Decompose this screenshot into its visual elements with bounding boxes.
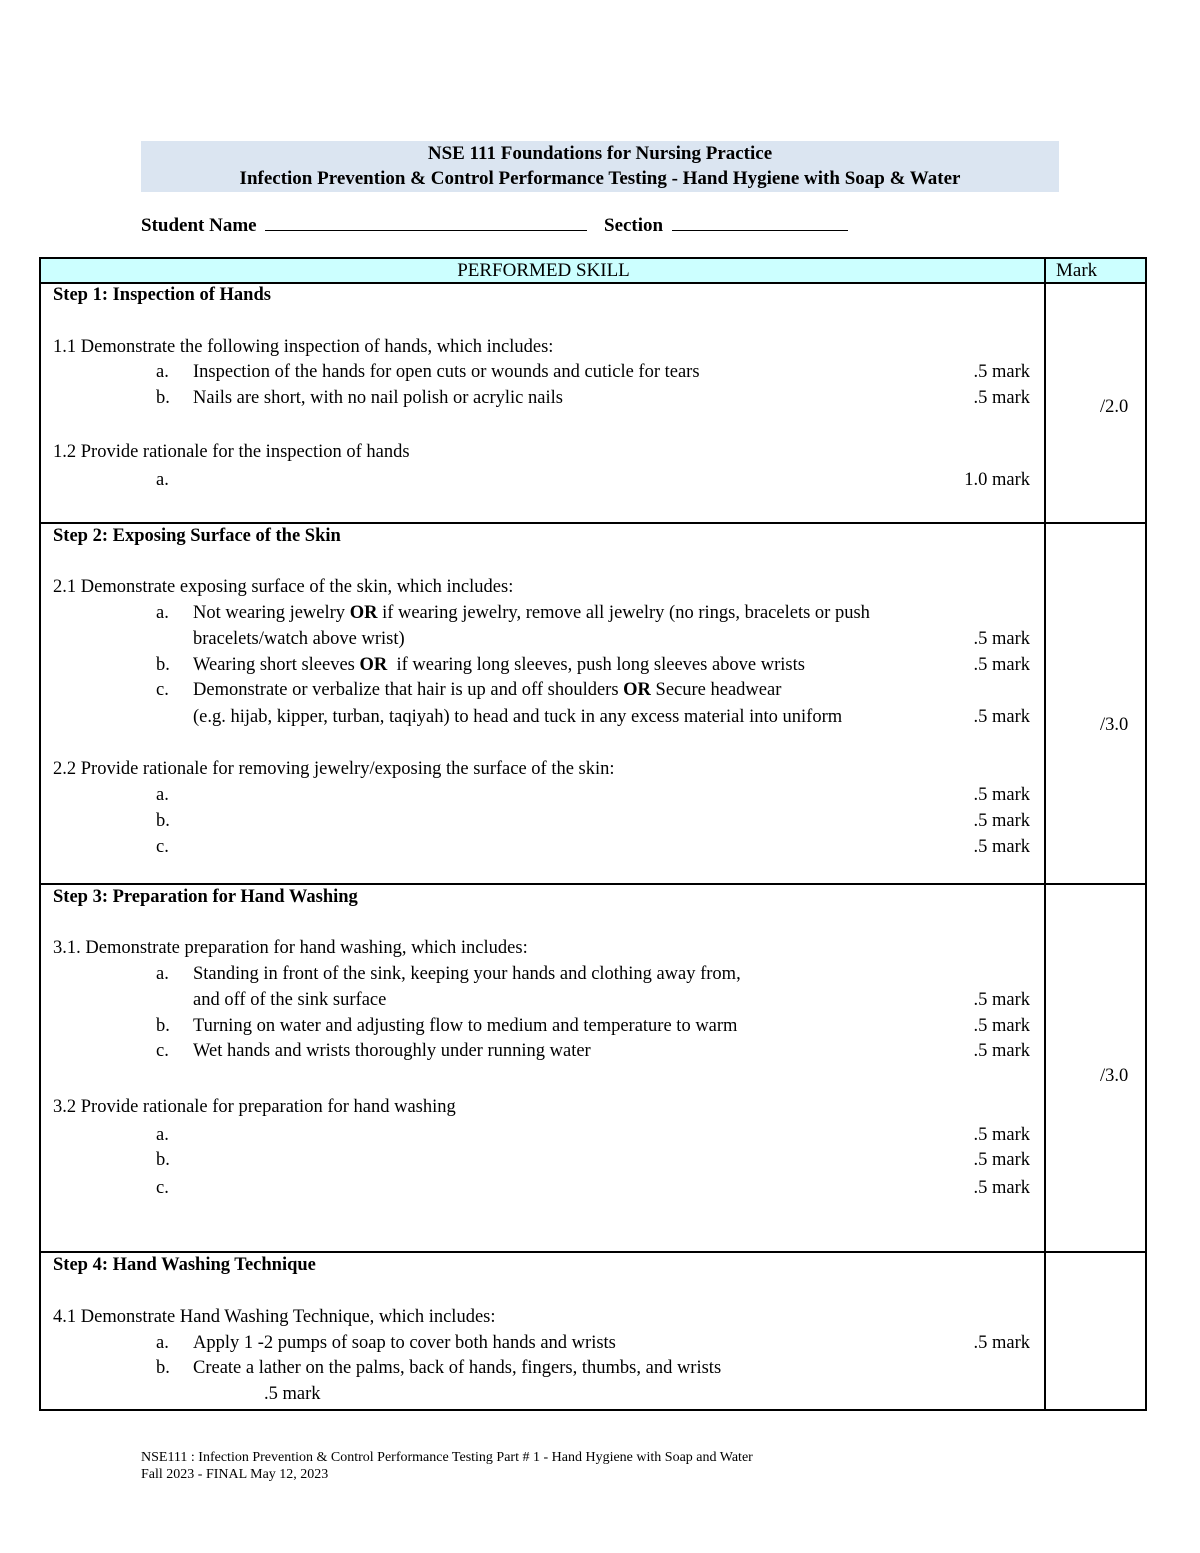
item-text: Apply 1 -2 pumps of soap to cover both hands and wrists: [193, 1333, 616, 1353]
item-text: Nails are short, with no nail polish or acrylic nails: [193, 388, 563, 408]
footer-version-date: Fall 2023 - FINAL May 12, 2023: [141, 1467, 329, 1482]
item-text-continued: and off of the sink surface: [193, 990, 387, 1010]
step1-rationale-intro: 1.2 Provide rationale for the inspection of hands: [53, 442, 410, 462]
step1-demonstrate-intro: 1.1 Demonstrate the following inspection of hands, which includes:: [53, 337, 554, 357]
item-letter: c.: [156, 680, 169, 700]
step2-total: /3.0: [1100, 715, 1129, 735]
step2-demonstrate-intro: 2.1 Demonstrate exposing surface of the skin, which includes:: [53, 577, 514, 597]
item-mark: .5 mark: [973, 1125, 1030, 1145]
item-mark: .5 mark: [973, 1150, 1030, 1170]
step1-heading: Step 1: Inspection of Hands: [53, 285, 271, 305]
section-field[interactable]: [672, 212, 848, 231]
item-letter: a.: [156, 470, 169, 490]
item-text: Turning on water and adjusting flow to medium and temperature to warm: [193, 1016, 738, 1036]
item-mark: .5 mark: [973, 1178, 1030, 1198]
item-text: Not wearing jewelry OR if wearing jewelry, remove all jewelry (no rings, bracelets or push: [193, 603, 870, 623]
item-letter: b.: [156, 1016, 170, 1036]
item-letter: b.: [156, 811, 170, 831]
item-mark: .5 mark: [264, 1384, 321, 1404]
item-mark: .5 mark: [973, 785, 1030, 805]
item-text-continued: (e.g. hijab, kipper, turban, taqiyah) to head and tuck in any excess material into uniform: [193, 707, 843, 727]
item-letter: a.: [156, 603, 169, 623]
item-text: Wearing short sleeves OR if wearing long sleeves, push long sleeves above wrists: [193, 655, 805, 675]
item-text: Demonstrate or verbalize that hair is up and off shoulders OR Secure headwear: [193, 680, 782, 700]
step3-total: /3.0: [1100, 1066, 1129, 1086]
step3-heading: Step 3: Preparation for Hand Washing: [53, 887, 358, 907]
item-letter: a.: [156, 785, 169, 805]
item-mark: .5 mark: [973, 1333, 1030, 1353]
skills-table: [39, 257, 1147, 1411]
item-letter: a.: [156, 1333, 169, 1353]
footer-document-title: NSE111 : Infection Prevention & Control Performance Testing Part # 1 - Hand Hygiene with Soap and Water: [141, 1450, 753, 1465]
performed-skill-header: PERFORMED SKILL: [41, 259, 1046, 283]
item-letter: a.: [156, 964, 169, 984]
item-text: Inspection of the hands for open cuts or wounds and cuticle for tears: [193, 362, 700, 382]
item-mark: .5 mark: [973, 655, 1030, 675]
item-mark: .5 mark: [973, 811, 1030, 831]
item-letter: c.: [156, 1178, 169, 1198]
section-row: [604, 212, 848, 238]
student-name-row: [141, 212, 587, 238]
mark-header: Mark: [1046, 259, 1145, 283]
item-text-continued: bracelets/watch above wrist): [193, 629, 405, 649]
mark-column-divider: [1044, 257, 1046, 1411]
item-letter: a.: [156, 362, 169, 382]
step4-heading: Step 4: Hand Washing Technique: [53, 1255, 316, 1275]
section-label: Section: [604, 215, 664, 236]
item-letter: c.: [156, 837, 169, 857]
item-mark: .5 mark: [973, 837, 1030, 857]
item-mark: .5 mark: [973, 362, 1030, 382]
item-mark: .5 mark: [973, 629, 1030, 649]
test-title: Infection Prevention & Control Performance Testing - Hand Hygiene with Soap & Water: [239, 168, 961, 189]
course-title: NSE 111 Foundations for Nursing Practice: [427, 143, 773, 164]
item-mark: .5 mark: [973, 990, 1030, 1010]
step4-demonstrate-intro: 4.1 Demonstrate Hand Washing Technique, which includes:: [53, 1307, 496, 1327]
item-letter: c.: [156, 1041, 169, 1061]
step1-total: /2.0: [1100, 397, 1129, 417]
item-mark: 1.0 mark: [964, 470, 1030, 490]
step2-heading: Step 2: Exposing Surface of the Skin: [53, 526, 341, 546]
step3-demonstrate-intro: 3.1. Demonstrate preparation for hand washing, which includes:: [53, 938, 528, 958]
item-letter: b.: [156, 388, 170, 408]
step2-rationale-intro: 2.2 Provide rationale for removing jewelry/exposing the surface of the skin:: [53, 759, 615, 779]
item-text: Wet hands and wrists thoroughly under running water: [193, 1041, 591, 1061]
item-mark: .5 mark: [973, 707, 1030, 727]
item-text: Create a lather on the palms, back of hands, fingers, thumbs, and wrists: [193, 1358, 722, 1378]
item-mark: .5 mark: [973, 388, 1030, 408]
item-mark: .5 mark: [973, 1041, 1030, 1061]
item-letter: b.: [156, 1150, 170, 1170]
item-letter: a.: [156, 1125, 169, 1145]
item-letter: b.: [156, 655, 170, 675]
student-name-label: Student Name: [141, 215, 257, 236]
item-text: Standing in front of the sink, keeping your hands and clothing away from,: [193, 964, 741, 984]
item-letter: b.: [156, 1358, 170, 1378]
item-mark: .5 mark: [973, 1016, 1030, 1036]
step3-rationale-intro: 3.2 Provide rationale for preparation for hand washing: [53, 1097, 456, 1117]
student-name-field[interactable]: [265, 212, 587, 231]
